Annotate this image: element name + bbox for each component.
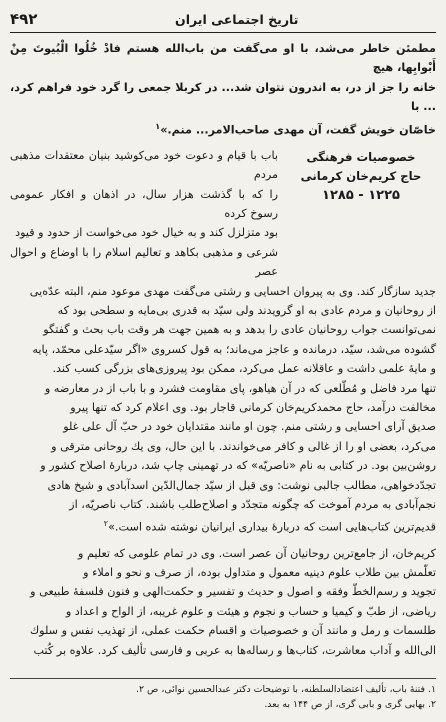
running-title: تاریخ اجتماعی ایران xyxy=(175,11,299,27)
body-line: تعلّمش بین طلاب علوم دینیه معمول و متداول بوده، از صرف و نحو و املاء و xyxy=(83,566,436,580)
body-line: تجدّدخواهی، مطالب جالبی نوشت: وی قبل از سیّد جمال‌الدّین اسدآبادی و شیخ هادی xyxy=(47,478,436,492)
body-line: نمی‌توانست جواب روحانیان عادی را بدهد و به همین جهت هر وقت باب بحث و گفتگو xyxy=(43,323,436,337)
intro-line xyxy=(10,117,436,140)
footnote: ۲. بهایی گری و بابی گری، از ص ۱۴۴ به بعد. xyxy=(264,699,436,710)
body-line: گشوده می‌شد، سیّد، درمانده و عاجز می‌ماند؛ به قول کسروی «اگر سیّدعلی محمّد، پایه xyxy=(32,342,436,356)
intro-line-text: خاصّان خویش گفت، آن مهدی صاحب‌الامر... منم.» xyxy=(160,123,436,137)
intro-line: مطمئن خاطر می‌شد، با او می‌گفت من باب‌الله هستم فادْ خُلُوا الْبُیوتَ مِنْ أَبْوابِها، هیچ xyxy=(10,42,436,75)
body-line-text: قدیم‌ترین کتاب‌هایی است که دربارهٔ بیداری ایرانیان نوشته شده است.» xyxy=(108,521,436,535)
body-line xyxy=(10,514,436,537)
section-block xyxy=(10,146,436,282)
body-line: روشن‌بین بود. در کتابی به نام «ناصریّه» که در تهمینی چاپ شد، دربارهٔ اصلاح کشور و xyxy=(40,459,436,473)
body-line: ریاضی، از طبّ و کیمیا و حساب و نجوم و هیئت و علوم غریبه، از الواح و اعداد و xyxy=(65,604,436,618)
body-line: مخالفت درآمد، حاج محمدکریم‌خان کرمانی قاجار بود. وی اعلام کرد که تنها پیرو xyxy=(70,401,436,415)
section-heading-title: خصوصیات فرهنگی xyxy=(306,149,416,164)
side-line: را که با گذشت هزار سال، در اذهان و افکار عمومی رسوخ کرده xyxy=(10,187,278,220)
body-line: تجوید و رسم‌الخطّ وفقه و اصول و حدیث و تفسیر و حکمت‌الهی و فنون فلسفهٔ طبیعی و xyxy=(30,585,436,599)
body-line: تنها مرد فاضل و مُطّلعی که در آن هیاهو، پای مقاومت فشرد و با باب از در معارضه و xyxy=(44,381,436,395)
side-line: شرعی و مذهبی بکاهد و تعالیم اسلام را با اوضاع و احوال عصر xyxy=(10,245,278,279)
section-side-text xyxy=(10,146,278,282)
page-header xyxy=(10,8,436,33)
body-line: می‌کرد، بعضی او را از غالی و کافر می‌خواندند. با این حال، وی یك روحانی مترقی و xyxy=(51,439,436,453)
body-line: از روحانیان و مردم عادی به او گرویدند ولی سیّد به قدری بی‌مایه و سطحی بود که xyxy=(57,304,436,318)
body-line: و مایهٔ علمی داشت و عاقلانه عمل می‌کرد، ممکن بود پیروزی‌های بزرگی کسب کند. xyxy=(52,362,436,376)
body-line: الی‌الله و آداب معاشرت، کتاب‌ها و رساله‌ها به عربی و فارسی تألیف کرد. علاوه بر کُتب xyxy=(33,643,436,657)
side-line: باب با قیام و دعوت خود می‌کوشید بنیان معتقدات مذهبی مردم xyxy=(10,148,278,182)
side-line: بود متزلزل کند و به خیال خود می‌خواست از حدود و قیود xyxy=(15,226,278,240)
intro-quote xyxy=(10,39,436,140)
body-line: نجم‌آبادی به مردم آموخت که چگونه متجدّد و اصلاح‌طلب باشند. کتاب ناصریّه، از xyxy=(69,498,436,512)
section-heading-subject: حاج کریم‌خان کرمانی xyxy=(300,168,422,183)
footnotes xyxy=(10,678,436,712)
page-number: ۴۹۲ xyxy=(10,10,38,28)
footnote: ۱. فتنهٔ باب، تألیف اعتضادالسلطنه، با توضیحات دکتر عبدالحسین نوائی، ص ۲. xyxy=(136,684,436,695)
footnote-ref: ۱ xyxy=(155,121,161,131)
body-paragraph xyxy=(10,282,436,538)
section-heading xyxy=(286,146,436,205)
intro-line: خانه را جز از در، به اندرون نتوان شد... در کربلا جمعی را گرد خود فراهم کرد، ... با xyxy=(10,80,436,114)
body-line: طلسمات و رمل و مانند آن و خصوصیات و اقسام حکمت عملی، از تهذیب نفس و سلوك xyxy=(29,624,436,638)
body-line: صدیق آرای احسایی و رشتی منم. چون او مانند مقتدایان خود در حبّ آل علی غلو xyxy=(63,420,436,434)
body-line: کریم‌خان، از جامع‌ترین روحانیان آن عصر است. وی در تمام علومی که تعلیم و xyxy=(78,546,436,560)
body-line: جدید سازگار کند. وی به پیروان احسایی و رشتی می‌گفت مهدی موعود منم، البته عدّه‌یی xyxy=(29,284,436,298)
section-heading-years: ۱۲۲۵ - ۱۲۸۵ xyxy=(322,187,400,203)
footnote-ref: ۲ xyxy=(103,519,109,529)
second-paragraph xyxy=(10,544,436,660)
